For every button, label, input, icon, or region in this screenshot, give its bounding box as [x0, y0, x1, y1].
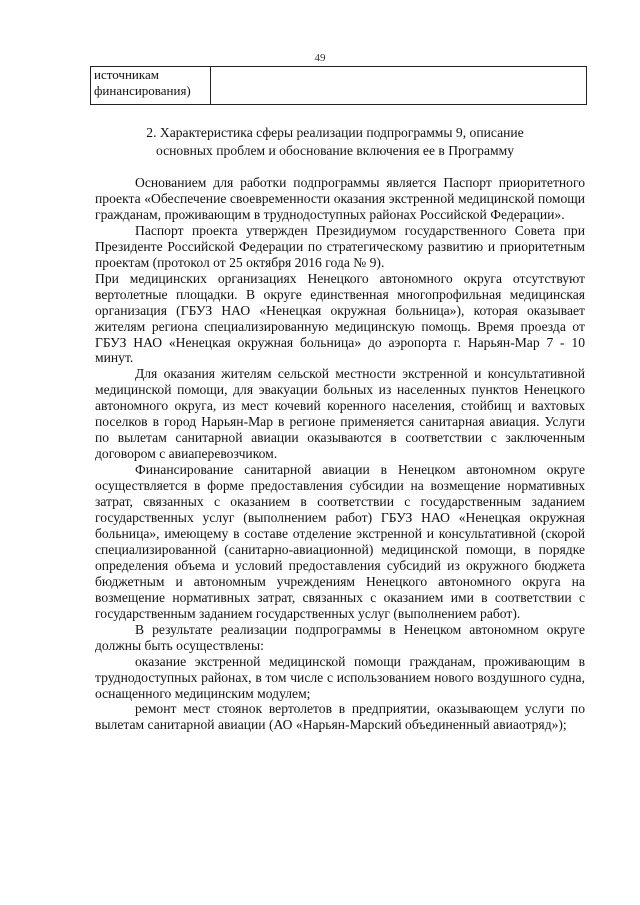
funding-table-fragment [90, 66, 587, 105]
list-item: ремонт мест стоянок вертолетов в предприятии, оказывающем услуги по вылетам санитарной авиации (АО «Нарьян-Марский объединенный авиаотряд»); [95, 701, 585, 733]
heading-line: основных проблем и обоснование включения ее в Программу [155, 143, 515, 158]
table-label-cell [91, 67, 211, 105]
paragraph: Для оказания жителям сельской местности экстренной и консультативной медицинской помощи, для эвакуации больных из населенных пунктов Ненецкого автономного округа, из мест кочевий коренного населения, стойбищ и вахтовых поселков в город Нарьян-Мар в регионе применяется санитарная авиация. Услуги по вылетам санитарной авиации оказываются в соответствии с заключенным договором с авиаперевозчиком. [95, 366, 585, 462]
table-empty-cell [211, 67, 587, 105]
paragraph: Финансирование санитарной авиации в Ненецком автономном округе осуществляется в форме предоставления субсидии на возмещение нормативных затрат, связанных с оказанием в соответствии с государственным заданием государственных услуг (выполнением работ) ГБУЗ НАО «Ненецкая окружная больница», имеющему в составе отделение экстренной и консультативной (скорой специализированной (санитарно-авиационной) медицинской помощи, в порядке определения объема и условий предоставления субсидий из окружного бюджета бюджетным и автономным учреждениям Ненецкого автономного округа на возмещение нормативных затрат, связанных с оказанием ими в соответствии с государственным заданием государственных услуг (выполнением работ). [95, 462, 585, 621]
paragraph: Паспорт проекта утвержден Президиумом государственного Совета при Президенте Российской Федерации по стратегическому развитию и приоритетным проектам (протокол от 25 октября 2016 года № 9). [95, 222, 585, 270]
paragraph: Основанием для работки подпрограммы является Паспорт приоритетного проекта «Обеспечение своевременности оказания экстренной медицинской помощи гражданам, проживающим в труднодоступных районах Российской Федерации». [95, 175, 585, 222]
section-heading [110, 124, 560, 160]
body-text [95, 175, 585, 733]
paragraph: В результате реализации подпрограммы в Ненецком автономном округе должны быть осуществлены: [95, 621, 585, 653]
paragraph: При медицинских организациях Ненецкого автономного округа отсутствуют вертолетные площадки. В округе единственная многопрофильная медицинская организация (ГБУЗ НАО «Ненецкая окружная больница»), которая оказывает жителям региона специализированную медицинскую помощь. Время проезда от ГБУЗ НАО «Ненецкая окружная больница» до аэропорта г. Нарьян-Мар 7 - 10 минут. [95, 270, 585, 366]
heading-line: 2. Характеристика сферы реализации подпрограммы 9, описание [146, 125, 524, 140]
list-item: оказание экстренной медицинской помощи гражданам, проживающим в труднодоступных районах, в том числе с использованием нового воздушного судна, оснащенного медицинским модулем; [95, 653, 585, 701]
table-label-line: финансирования) [94, 83, 191, 98]
page-number: 49 [314, 52, 326, 64]
table-label-line: источникам [94, 67, 159, 82]
